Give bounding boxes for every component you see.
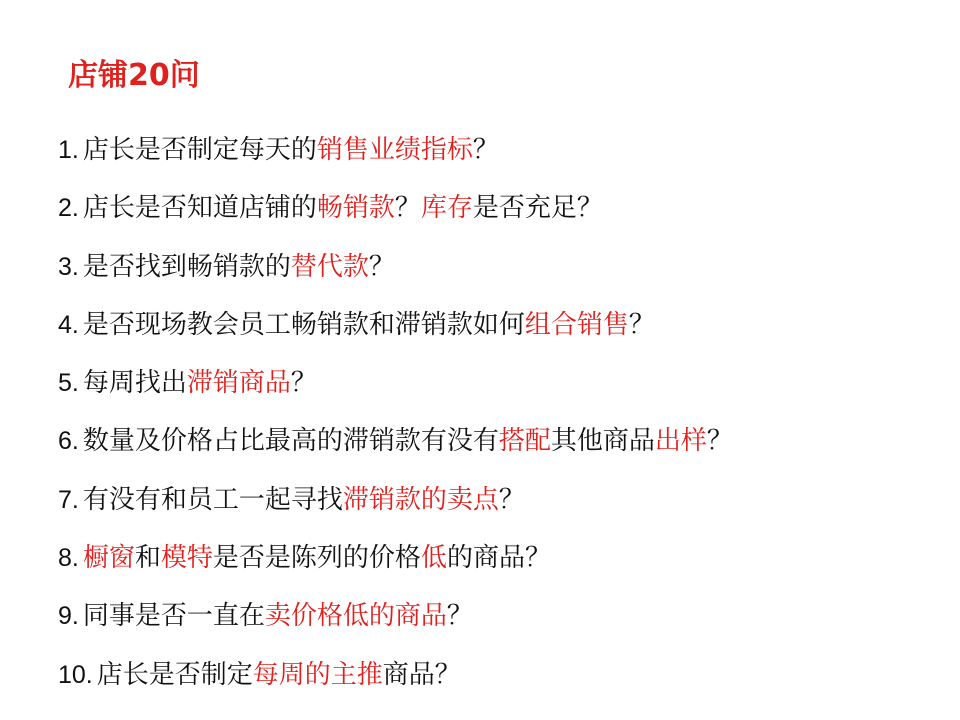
question-number: 3. [58,252,79,281]
question-number: 2. [58,194,79,223]
highlight-text: 卖价格低的商品 [264,601,447,632]
highlight-text: 模特 [160,543,213,574]
question-item [58,482,733,540]
question-item [58,307,733,365]
question-text: 的商品？ [446,543,551,574]
highlight-text: 组合销售 [524,309,629,340]
question-text: ？ [290,368,317,399]
question-text: ？ [472,135,499,165]
question-text: 店长是否制定 [96,659,253,690]
highlight-text: 替代款 [290,251,369,282]
question-list [58,132,733,715]
question-text: 商品？ [382,659,461,690]
question-text: ？ [498,484,525,515]
question-item [58,657,733,715]
question-text: 和 [134,543,161,574]
highlight-text: 滞销商品 [186,368,291,399]
question-number: 7. [58,485,79,514]
highlight-text: 销售业绩指标 [316,135,473,165]
highlight-text: 库存 [420,193,473,224]
question-item [58,540,733,598]
question-number: 4. [58,310,79,339]
question-text: 是否充足？ [472,193,603,224]
question-text: 每周找出 [82,368,187,399]
question-text: 店长是否知道店铺的 [82,193,317,224]
question-text: 数量及价格占比最高的滞销款有没有 [82,426,499,457]
question-item [58,423,733,481]
question-text: ？ [628,309,655,340]
question-text: 是否找到畅销款的 [82,251,291,282]
question-text: 是否是陈列的价格 [212,543,421,574]
question-item [58,190,733,248]
question-item [58,132,733,190]
highlight-text: 低 [420,543,447,574]
page-title: 店铺20问 [68,58,200,93]
highlight-text: 畅销款 [316,193,395,224]
highlight-text: 搭配 [498,426,551,457]
question-number: 6. [58,427,79,456]
question-number: 1. [58,136,79,164]
highlight-text: 出样 [654,426,707,457]
question-number: 8. [58,544,79,573]
question-text: ？ [446,601,473,632]
highlight-text: 滞销款的卖点 [342,484,499,515]
question-number: 9. [58,602,79,631]
question-text: ？ [394,193,421,224]
question-text: 有没有和员工一起寻找 [82,484,343,515]
question-text: 店长是否制定每天的 [82,135,317,165]
question-text: ？ [706,426,733,457]
question-text: 是否现场教会员工畅销款和滞销款如何 [82,309,525,340]
question-item [58,365,733,423]
question-item [58,598,733,656]
question-number: 10. [58,660,93,689]
question-number: 5. [58,369,79,398]
question-item [58,249,733,307]
question-text: 其他商品 [550,426,655,457]
question-text: 同事是否一直在 [82,601,265,632]
highlight-text: 橱窗 [82,543,135,574]
question-text: ？ [368,251,395,282]
highlight-text: 每周的主推 [252,659,383,690]
